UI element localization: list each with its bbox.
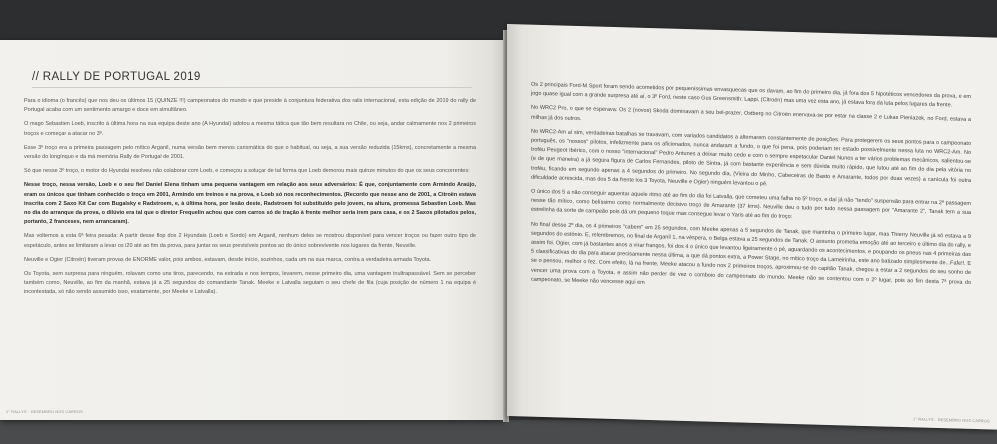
paragraph: Os 2 principais Ford-M Sport foram sendo acometidos por pequeníssimas envasquecas que os davam, ao fim do primeiro dia, já fora dos 5 hipotéticos vencedores da prova, e em jogo quase igual com a grande surpresa até aí, o 3º Ford, neste caso Gus Greensmith: Lappi, (Citroën) mas uma vez esta ano, já estava fora da luta pelos lugares da frente.: [531, 81, 971, 109]
title-divider: [32, 87, 472, 88]
paragraph: Os Toyota, sem surpresa para ninguém, rolavam como uns tiros, parecendo, na estrada e nos tempos, levarem, nesse primeiro dia, uma vantagem inultrapassável. Sem se perceber também como, Neuville, ao fim da manhã, estava já a 25 segundos do comandante Tanak. Meeke e Latvalla seguiam o seu chefe de fila (cuja posição de número 1 na equipa é incontestada, só não sendo assumido isso, exatamente, por Meeke e Latvalla).: [24, 271, 476, 296]
right-page: [507, 24, 997, 430]
left-page: [0, 40, 505, 420]
paragraph: Só que nesse 3º troço, o motor do Hyundai resolveu não colaborar com Loeb, e começou a soluçar de tal forma que Loeb demorou mais quinze minutos do que os seus concorrentes:: [24, 168, 470, 175]
paragraph: No WRC2 Pro, o que se esperava: Os 2 (novos) Skoda dominavam a seu bel-prazer, Ostberg no Citroën enervava-se por estar na classe 2 e Lukas Pieniazek, no Ford, estava a milhas já dos outros.: [531, 105, 971, 124]
paragraph: Mas voltemos a esta 6ª feira pesada: A partir desse flop dos 2 Hyundais (Loeb e Sordo) em Arganil, nenhum deles se mostrou disponível para vencer troços ou fazer outro tipo de espetáculo, antes se limitaram a levar os i20 até ao fim da prova, para juntar os seus previsíveis pontos ao do único sobrevivente nos lugares da frente, Neuville.: [24, 233, 476, 249]
bold-paragraph: Nesse troço, nessa versão, Loeb e o seu fiel Daniel Elena tinham uma pequena vantagem em relação aos seus adversários: É que, conjuntamente com Armindo Araújo, eram os únicos que tinham conhecido o troço em 2001, Armindo em treinos e na prova, e Loeb só nos reconhecimentos. (Recordo que nesse ano de 2001, a Citroën estava inscrita com 2 Saxo Kit Car com Bugalsky e Radstroem, e, à última hora, por lesão deste, Radstroem foi substituído pelo jovem, na altura, promessa Sebastien Loeb. Mas no dia do arranque da prova, o dilúvio era tal que o diretor Frequelin achou que com carros só de tração à frente melhor seria irem para casa, e os 2 Saxos pilotados pelos, portanto, 2 franceses, nem arrancaram).: [24, 182, 476, 226]
paragraph: Para o idioma (o francês) que nos deu os últimos 15 (QUINZE !!!) campeonatos do mundo e que preside à conjuntura federativa dos ralis internacional, esta edição de 2019 do rally de Portugal acaba com um sentimento amargo e doce em simultâneo.: [24, 98, 476, 114]
paragraph: O único dos 5 a não conseguir aguentar aquele ritmo até ao fim do dia foi Latvalla, que cometeu uma falha no 5º troço, e daí já não "tendo" suspensão para entrar na 2ª passagem nesse tão mítico, como belíssimo como normalmente decisivo troço de Amarante (37 kms). Neuville deu o tudo por tudo nessa passagem por "Amarante 2", Tanak tem a sua estrelinha da sorte de campeão pois dá um pequeno toque mas consegue levar o Yaris até ao fim do troço:: [531, 188, 971, 221]
right-text-column: [531, 81, 971, 302]
article-title: // RALLY DE PORTUGAL 2019: [32, 71, 201, 83]
paragraph: No WRC2-Am aí sim, verdadeiras batalhas se travavam, com variados candidatos a alternarem constantemente de posições. Para protegerem os seus pontos para o campeonato português, os "nossos" pilotos, infelizmente para os aficionados, nunca andaram a fundo, o que foi pena, pois poderiam ter estado possivelmente nessa luta no WRC2-Am. No troféu Peugeot Ibérico, com o nosso "internacional" Pedro Antunes a deixar muito cedo e com o sempre espetacular Daniel Nunes a ter vários problemas mecânicos, salientou-se (e de que maneira) a já segura figura de Carlos Fernandes, piloto de Sintra, já com bastante experiência e sem dúvida muito rápido, que lutou até ao fim do dia pela vitória no troféu, ficando em segundo apenas a 4 segundos do primeiro. No segundo dia, (Vieira do Minho, Cabeceiras de Basto e Amarante, todos por duas vezes) a canícula foi outra dificuldade acrescida, mas dos 5 da frente los 3 Toyota, Neuville e Ogier) ninguém levantou o pé.: [531, 128, 971, 188]
paragraph: Esse 3º troço era a primeira passagem pelo mítico Arganil, numa versão bem menos carismática do que o habitual, ou seja, a sua versão reduzida (15kms), concretamente a mesma versão do longínquo e da má memória Rally de Portugal de 2001.: [24, 144, 476, 161]
right-page-footer: 1° RALLYS · DESEMBRO NOS CARROS: [913, 417, 990, 424]
paragraph: Neuville e Ogier (Citroën) tiveram provas de ENORME valor, pois ambos, estavam, desde início, sozinhos, cada um na sua marca, contra a verdadeira armada Toyota.: [24, 256, 432, 263]
paragraph: O mago Sebastien Loeb, inscrito à última hora na sua equipa deste ano (A Hyundai) adotou a mesma tática que tão bem resultara no Chile, ou seja, andar calmamente nos 2 primeiros troços e começar a atacar no 3º.: [24, 121, 476, 137]
left-page-footer: 1° RALLYS · DESEMBRO NOS CARROS: [6, 410, 83, 414]
paragraph: No final desse 2º dia, os 4 primeiros "cabem" em 25 segundos, com Meeke apenas a 5 segundos de Tanak, que mantinha o primeiro lugar, mas Thierry Neuville já só estava a 9 segundos do estónio. E, relembremos, no final de Arganil 1, na véspera, o Belga estava a 25 segundos de Tanak. O assunto prometia emoção até ao terceiro e último dia do rally, e assim foi. Ogier, com já bastantes anos a virar frangos, foi dos 4 o único que levantou ligeiramente o pé, aguardando os acontecimentos, e poupando os pneus nas 4 primeiras das 5 classificativas do dia para atacar precisamente nessa última, a que dá pontos extra, a Power Stage, no mítico troço da Lameirinha, este ano batizado simplesmente de...Fafe!!. E se o pensou, melhor o fez. Com efeito, lá na frente, Meeke atacou a fundo nos 2 primeiros troços, aproximou-se do capitão Tanak, chegou a estar a 2 segundos do seu sonho de vencer uma prova com a Toyota, e assim não perder de vez o comboio do campeonato do mundo. Meeke não se contentou com o 2º lugar, pois ao fim desta 7ª prova do campeonato, se Meeke não vencesse aqui em: [531, 221, 971, 286]
left-text-column: [24, 97, 476, 303]
